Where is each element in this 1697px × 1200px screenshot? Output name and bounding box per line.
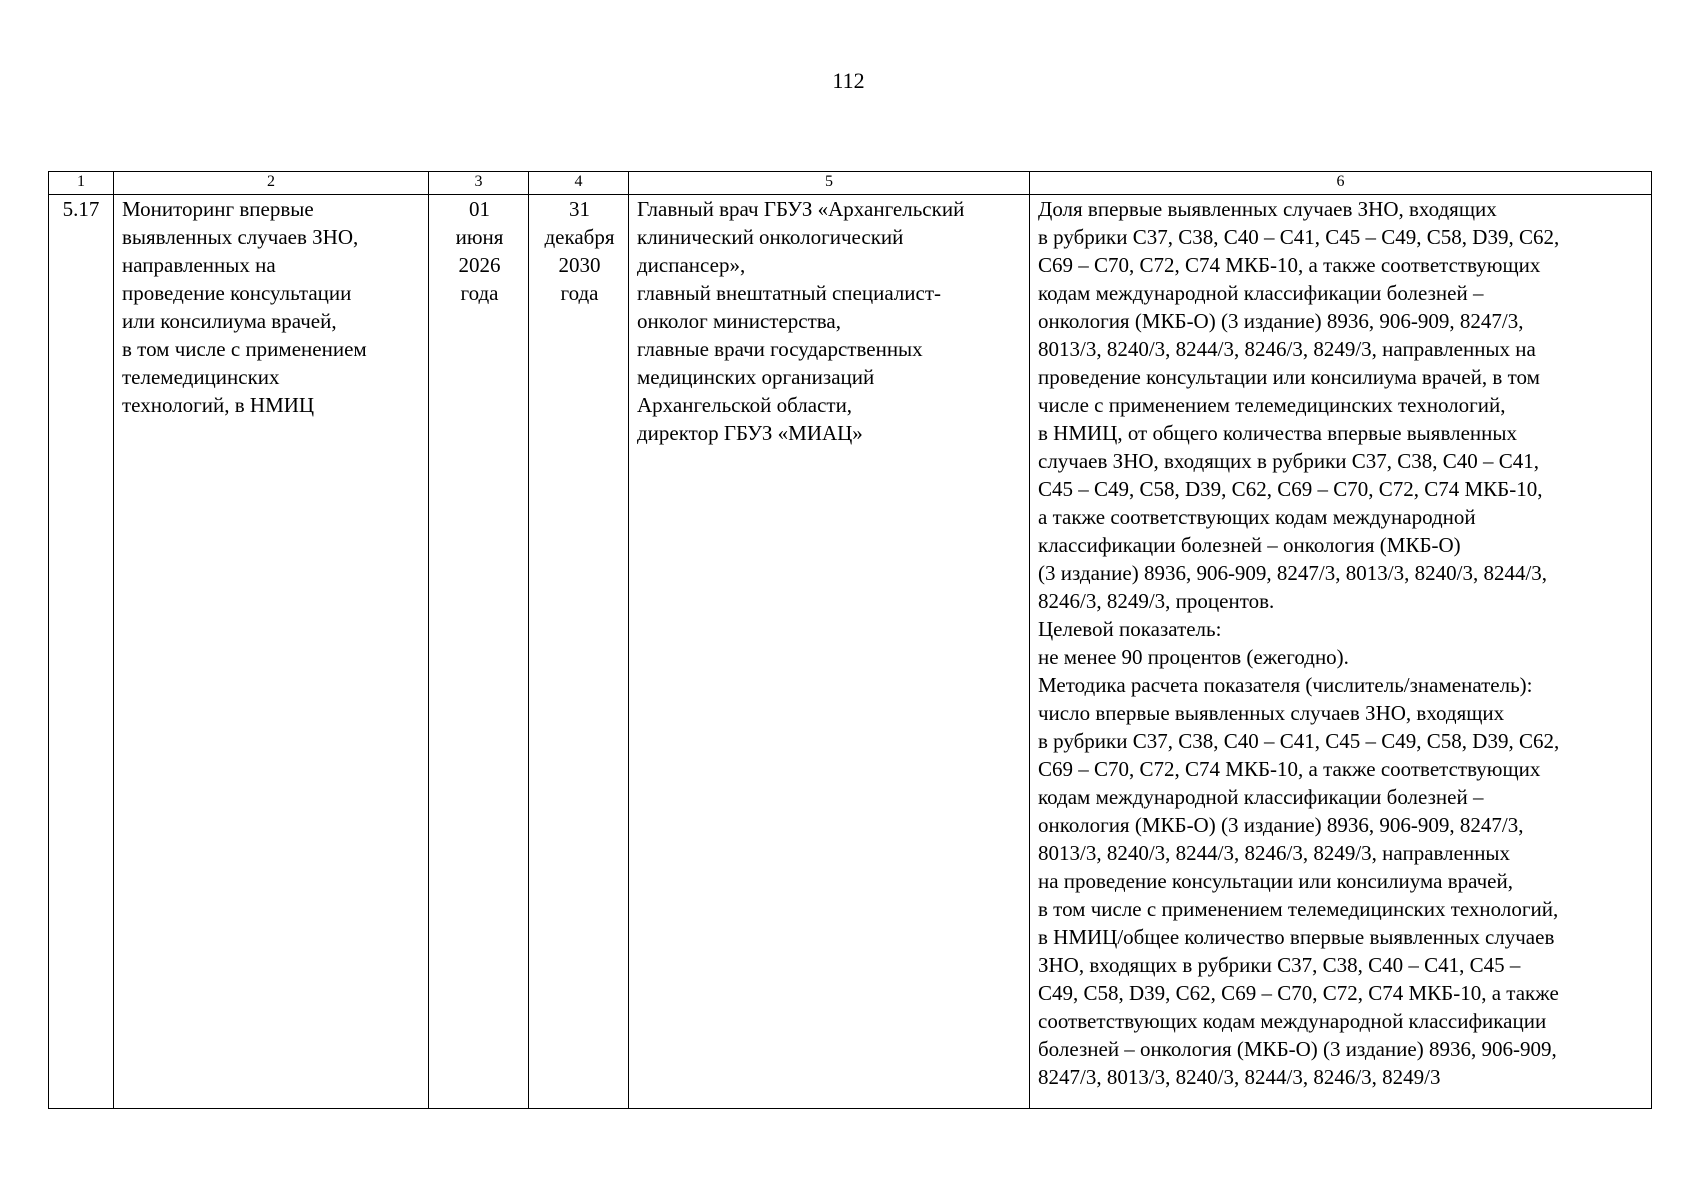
- text-line: в рубрики С37, С38, С40 – С41, С45 – С49, С58, D39, С62,: [1038, 729, 1560, 753]
- text-line: проведение консультации: [122, 281, 352, 305]
- text-line: кодам международной классификации болезней –: [1038, 785, 1484, 809]
- text-line: числе с применением телемедицинских технологий,: [1038, 393, 1506, 417]
- text-line: направленных на: [122, 253, 276, 277]
- row-number-cell: [49, 195, 114, 1109]
- text-line: Доля впервые выявленных случаев ЗНО, входящих: [1038, 197, 1497, 221]
- text-line: а также соответствующих кодам международной: [1038, 505, 1476, 529]
- activity-text: [114, 195, 428, 419]
- table-header-row: [49, 172, 1652, 195]
- header-col-1: 1: [49, 172, 114, 195]
- text-line: клинический онкологический: [637, 225, 904, 249]
- text-line: директор ГБУЗ «МИАЦ»: [637, 421, 863, 445]
- text-line: 8247/3, 8013/3, 8240/3, 8244/3, 8246/3, 8249/3: [1038, 1065, 1441, 1089]
- header-col-2: 2: [114, 172, 429, 195]
- text-line: Архангельской области,: [637, 393, 853, 417]
- header-col-3: 3: [429, 172, 529, 195]
- text-line: соответствующих кодам международной классификации: [1038, 1009, 1547, 1033]
- text-line: 31: [569, 197, 590, 221]
- text-line: диспансер»,: [637, 253, 746, 277]
- end-date-cell: [529, 195, 629, 1109]
- text-line: онкология (МКБ-О) (3 издание) 8936, 906-909, 8247/3,: [1038, 309, 1524, 333]
- start-date-cell: [429, 195, 529, 1109]
- header-col-4: 4: [529, 172, 629, 195]
- text-line: медицинских организаций: [637, 365, 875, 389]
- text-line: июня: [455, 225, 504, 249]
- responsible-cell: [629, 195, 1030, 1109]
- text-line: в том числе с применением телемедицинских технологий,: [1038, 897, 1559, 921]
- text-line: 2026: [458, 253, 501, 277]
- text-line: главные врачи государственных: [637, 337, 923, 361]
- text-line: не менее 90 процентов (ежегодно).: [1038, 645, 1349, 669]
- text-line: онкология (МКБ-О) (3 издание) 8936, 906-909, 8247/3,: [1038, 813, 1524, 837]
- row-number: 5.17: [62, 197, 100, 221]
- text-line: в том числе с применением: [122, 337, 367, 361]
- text-line: Главный врач ГБУЗ «Архангельский: [637, 197, 965, 221]
- text-line: в рубрики С37, С38, С40 – С41, С45 – С49, С58, D39, С62,: [1038, 225, 1560, 249]
- text-line: Методика расчета показателя (числитель/знаменатель):: [1038, 673, 1533, 697]
- text-line: ЗНО, входящих в рубрики С37, С38, С40 – С41, С45 –: [1038, 953, 1521, 977]
- text-line: С69 – С70, С72, С74 МКБ-10, а также соответствующих: [1038, 253, 1541, 277]
- indicator-text: [1030, 195, 1651, 1091]
- responsible-text: [629, 195, 1029, 447]
- text-line: 01: [469, 197, 490, 221]
- text-line: классификации болезней – онкология (МКБ-О): [1038, 533, 1461, 557]
- text-line: главный внештатный специалист-: [637, 281, 942, 305]
- text-line: С49, С58, D39, С62, С69 – С70, С72, С74 МКБ-10, а также: [1038, 981, 1559, 1005]
- header-col-6: 6: [1030, 172, 1652, 195]
- text-line: Мониторинг впервые: [122, 197, 314, 221]
- end-date-text: [529, 195, 628, 307]
- text-line: технологий, в НМИЦ: [122, 393, 315, 417]
- text-line: 2030: [558, 253, 601, 277]
- page-number: 112: [832, 68, 865, 93]
- activity-cell: [114, 195, 429, 1109]
- text-line: (3 издание) 8936, 906-909, 8247/3, 8013/3, 8240/3, 8244/3,: [1038, 561, 1548, 585]
- plan-table: [48, 171, 1652, 1109]
- text-line: декабря: [544, 225, 615, 249]
- text-line: число впервые выявленных случаев ЗНО, входящих: [1038, 701, 1505, 725]
- header-col-5: 5: [629, 172, 1030, 195]
- text-line: в НМИЦ, от общего количества впервые выявленных: [1038, 421, 1517, 445]
- text-line: кодам международной классификации болезней –: [1038, 281, 1484, 305]
- text-line: в НМИЦ/общее количество впервые выявленных случаев: [1038, 925, 1555, 949]
- text-line: С45 – С49, С58, D39, С62, С69 – С70, С72, С74 МКБ-10,: [1038, 477, 1543, 501]
- start-date-text: [429, 195, 528, 307]
- text-line: Целевой показатель:: [1038, 617, 1222, 641]
- text-line: года: [460, 281, 499, 305]
- table-row: [49, 195, 1652, 1109]
- text-line: 8013/3, 8240/3, 8244/3, 8246/3, 8249/3, направленных на: [1038, 337, 1536, 361]
- text-line: на проведение консультации или консилиума врачей,: [1038, 869, 1513, 893]
- text-line: года: [560, 281, 599, 305]
- indicator-cell: [1030, 195, 1652, 1109]
- text-line: 8013/3, 8240/3, 8244/3, 8246/3, 8249/3, направленных: [1038, 841, 1511, 865]
- text-line: случаев ЗНО, входящих в рубрики С37, С38, С40 – С41,: [1038, 449, 1540, 473]
- text-line: С69 – С70, С72, С74 МКБ-10, а также соответствующих: [1038, 757, 1541, 781]
- text-line: проведение консультации или консилиума врачей, в том: [1038, 365, 1540, 389]
- text-line: или консилиума врачей,: [122, 309, 337, 333]
- text-line: телемедицинских: [122, 365, 280, 389]
- text-line: 8246/3, 8249/3, процентов.: [1038, 589, 1275, 613]
- text-line: онколог министерства,: [637, 309, 841, 333]
- text-line: выявленных случаев ЗНО,: [122, 225, 359, 249]
- text-line: болезней – онкология (МКБ-О) (3 издание) 8936, 906-909,: [1038, 1037, 1557, 1061]
